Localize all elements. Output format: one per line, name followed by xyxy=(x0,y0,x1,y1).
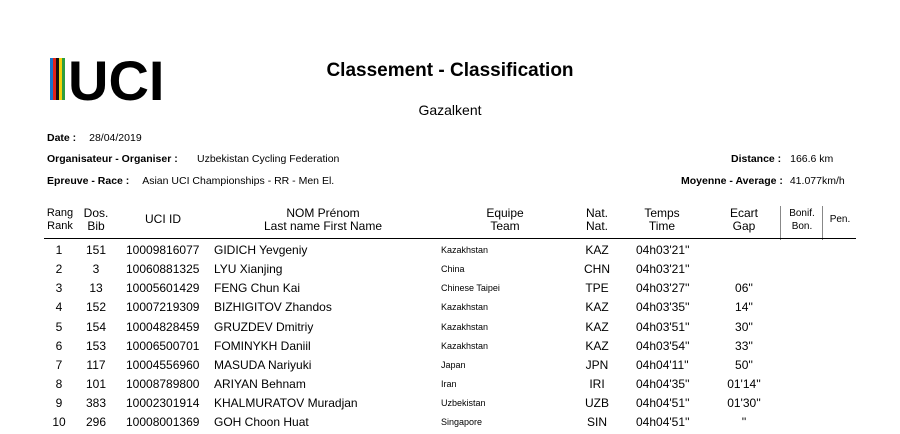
table-row xyxy=(0,320,900,339)
col-name-fr: NOM Prénom xyxy=(286,206,360,220)
rank-cell: 7 xyxy=(55,358,63,372)
gap-cell: 50'' xyxy=(735,358,753,372)
rank-cell: 1 xyxy=(55,243,63,257)
time-cell: 04h03'35'' xyxy=(636,300,690,314)
gap-cell: 01'14'' xyxy=(727,377,761,391)
uci-logo xyxy=(48,55,192,103)
race-line xyxy=(47,175,334,187)
average-value: 41.077km/h xyxy=(789,175,845,187)
uci-id-cell: 10009816077 xyxy=(126,243,200,257)
col-gap-header xyxy=(716,207,772,233)
team-cell: Kazakhstan xyxy=(441,245,489,255)
uci-id-cell: 10002301914 xyxy=(126,396,200,410)
gap-cell: '' xyxy=(741,415,747,429)
uci-id-cell: 10005601429 xyxy=(126,281,200,295)
rank-cell: 8 xyxy=(55,377,63,391)
rank-cell: 10 xyxy=(52,415,66,429)
col-rank-header xyxy=(42,207,78,233)
page-title: Classement - Classification xyxy=(326,60,574,81)
nat-cell: CHN xyxy=(584,262,610,276)
rider-name-cell: GIDICH Yevgeniy xyxy=(214,243,308,257)
col-time-fr: Temps xyxy=(644,206,680,220)
rank-cell: 2 xyxy=(55,262,63,276)
rider-name-cell: ARIYAN Behnam xyxy=(214,377,306,391)
team-cell: China xyxy=(441,264,465,274)
rider-name-cell: GOH Choon Huat xyxy=(214,415,309,429)
rider-name-cell: FOMINYKH Daniil xyxy=(214,339,311,353)
table-row xyxy=(0,339,900,358)
organiser-value: Uzbekistan Cycling Federation xyxy=(197,153,340,165)
team-cell: Iran xyxy=(441,379,457,389)
bib-cell: 117 xyxy=(86,358,106,372)
time-cell: 04h04'51'' xyxy=(636,415,690,429)
col-rank-fr: Rang xyxy=(46,207,74,219)
rider-name-cell: GRUZDEV Dmitriy xyxy=(214,320,314,334)
col-gap-en: Gap xyxy=(732,219,756,233)
gap-cell: 14'' xyxy=(735,300,753,314)
bib-cell: 13 xyxy=(89,281,103,295)
time-cell: 04h03'27'' xyxy=(636,281,690,295)
col-gap-fr: Ecart xyxy=(729,206,758,220)
col-bib-fr: Dos. xyxy=(83,206,109,220)
organiser-line xyxy=(47,153,178,165)
time-cell: 04h03'21'' xyxy=(636,262,690,276)
team-cell: Kazakhstan xyxy=(441,322,489,332)
nat-cell: UZB xyxy=(585,396,609,410)
team-cell: Chinese Taipei xyxy=(441,283,500,293)
col-nat-header xyxy=(578,207,616,233)
header-divider xyxy=(44,238,856,239)
col-nat-en: Nat. xyxy=(585,219,608,233)
rank-cell: 6 xyxy=(55,339,63,353)
uci-id-cell: 10060881325 xyxy=(126,262,200,276)
bib-cell: 151 xyxy=(85,243,107,257)
bib-cell: 152 xyxy=(85,300,107,314)
col-team-fr: Equipe xyxy=(486,206,524,220)
team-cell: Kazakhstan xyxy=(441,302,489,312)
nat-cell: KAZ xyxy=(585,339,609,353)
race-value: Asian UCI Championships - RR - Men El. xyxy=(142,175,335,187)
race-label: Epreuve - Race : xyxy=(47,175,130,187)
bib-cell: 101 xyxy=(85,377,107,391)
nat-cell: KAZ xyxy=(585,320,609,334)
col-time-en: Time xyxy=(648,219,676,233)
col-team-header xyxy=(470,207,540,233)
col-team-en: Team xyxy=(490,219,520,233)
bib-cell: 296 xyxy=(85,415,107,429)
column-divider xyxy=(780,206,781,240)
col-time-header xyxy=(630,207,694,233)
table-row xyxy=(0,243,900,262)
nat-cell: JPN xyxy=(585,358,609,372)
col-nat-fr: Nat. xyxy=(585,206,608,220)
uci-id-cell: 10004556960 xyxy=(126,358,200,372)
bib-cell: 153 xyxy=(85,339,107,353)
time-cell: 04h04'51'' xyxy=(636,396,690,410)
rider-name-cell: LYU Xianjing xyxy=(214,262,283,276)
team-cell: Japan xyxy=(441,360,466,370)
logo-text: UCI xyxy=(68,55,165,103)
time-cell: 04h04'35'' xyxy=(636,377,690,391)
gap-cell: 30'' xyxy=(735,320,753,334)
col-bonif-en: Bon. xyxy=(791,221,813,232)
rank-cell: 4 xyxy=(55,300,63,314)
time-cell: 04h03'21'' xyxy=(636,243,690,257)
uci-id-cell: 10006500701 xyxy=(126,339,200,353)
bib-cell: 3 xyxy=(92,262,100,276)
rank-cell: 3 xyxy=(55,281,63,295)
organiser-label: Organisateur - Organiser : xyxy=(47,153,178,165)
col-name-header xyxy=(240,207,406,233)
table-row xyxy=(0,262,900,281)
rank-cell: 9 xyxy=(55,396,63,410)
uci-id-cell: 10004828459 xyxy=(126,320,200,334)
average-line xyxy=(681,175,845,187)
col-uci-header: UCI ID xyxy=(145,212,181,226)
rider-name-cell: KHALMURATOV Muradjan xyxy=(214,396,358,410)
uci-logo-graphic xyxy=(48,55,192,103)
nat-cell: SIN xyxy=(586,415,607,429)
team-cell: Singapore xyxy=(441,417,483,427)
column-divider xyxy=(822,206,823,240)
table-row xyxy=(0,396,900,415)
table-row xyxy=(0,377,900,396)
time-cell: 04h04'11'' xyxy=(636,358,689,372)
col-name-en: Last name First Name xyxy=(263,219,383,233)
rider-name-cell: BIZHIGITOV Zhandos xyxy=(214,300,332,314)
gap-cell: 33'' xyxy=(735,339,753,353)
bib-cell: 383 xyxy=(85,396,107,410)
average-label: Moyenne - Average : xyxy=(681,175,783,187)
bib-cell: 154 xyxy=(85,320,107,334)
table-row xyxy=(0,300,900,319)
col-bib-en: Bib xyxy=(87,219,105,233)
uci-id-cell: 10008001369 xyxy=(126,415,200,429)
gap-cell: 01'30'' xyxy=(727,396,761,410)
nat-cell: IRI xyxy=(589,377,605,391)
col-bonif-fr: Bonif. xyxy=(789,208,815,219)
distance-line xyxy=(731,153,833,165)
col-bib-header xyxy=(78,207,114,233)
uci-id-cell: 10008789800 xyxy=(126,377,200,391)
distance-label: Distance : xyxy=(731,153,782,165)
race-location: Gazalkent xyxy=(418,102,482,118)
table-row xyxy=(0,358,900,377)
team-cell: Kazakhstan xyxy=(441,341,489,351)
time-cell: 04h03'51'' xyxy=(636,320,690,334)
gap-cell: 06'' xyxy=(735,281,753,295)
rider-name-cell: FENG Chun Kai xyxy=(214,281,301,295)
date-value: 28/04/2019 xyxy=(89,132,142,144)
col-rank-en: Rank xyxy=(47,220,73,232)
nat-cell: TPE xyxy=(585,281,609,295)
col-bonif-header xyxy=(782,207,822,233)
nat-cell: KAZ xyxy=(585,243,609,257)
col-pen-header: Pen. xyxy=(829,214,851,225)
distance-value: 166.6 km xyxy=(790,153,834,165)
table-row xyxy=(0,415,900,434)
table-row xyxy=(0,281,900,300)
time-cell: 04h03'54'' xyxy=(636,339,690,353)
rider-name-cell: MASUDA Nariyuki xyxy=(214,358,312,372)
rank-cell: 5 xyxy=(55,320,63,334)
date-line xyxy=(47,132,142,144)
nat-cell: KAZ xyxy=(585,300,609,314)
date-label: Date : xyxy=(47,132,77,144)
team-cell: Uzbekistan xyxy=(441,398,486,408)
uci-id-cell: 10007219309 xyxy=(126,300,200,314)
